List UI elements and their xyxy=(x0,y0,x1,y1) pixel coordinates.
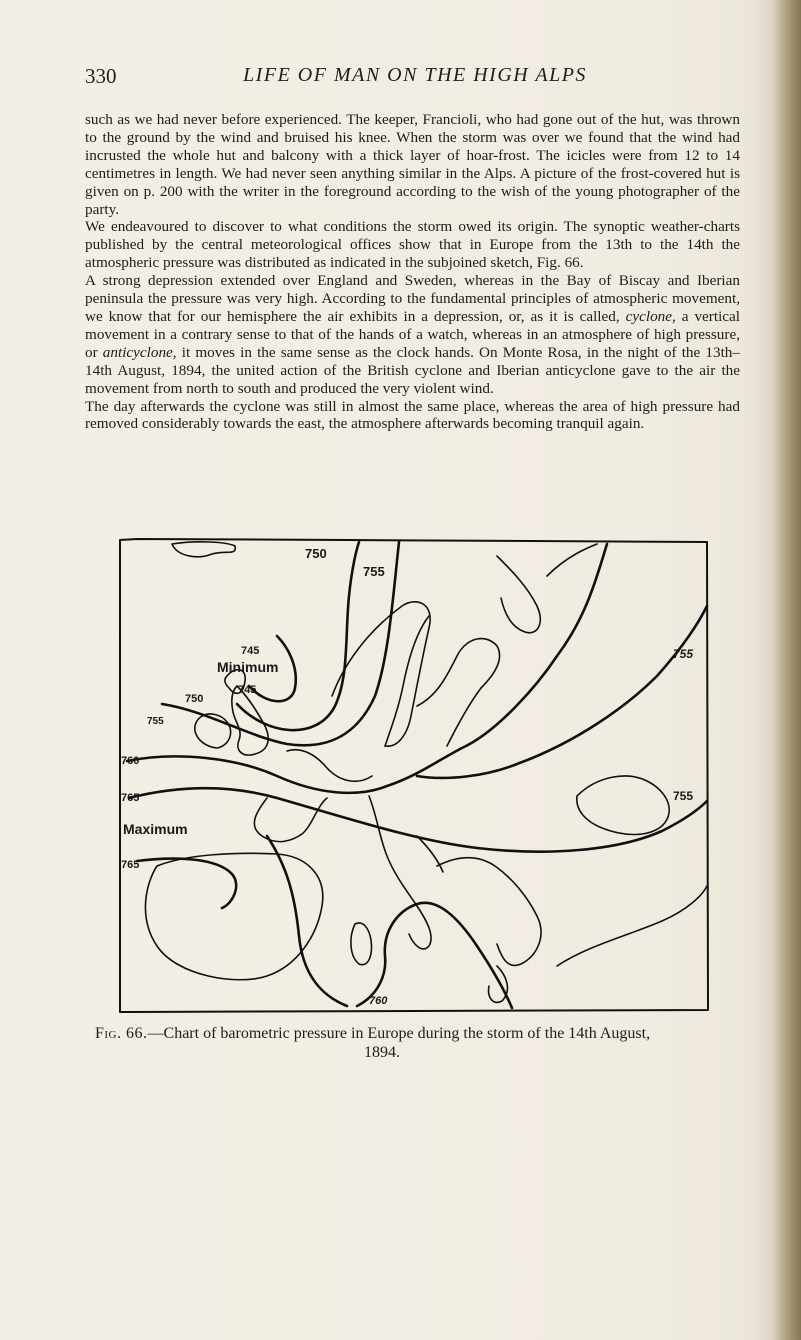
coastline-greece xyxy=(489,966,508,1002)
label-760-bottom: 760 xyxy=(369,995,388,1007)
caption-year: 1894. xyxy=(364,1044,400,1061)
coastline-northsea xyxy=(287,750,372,782)
coastline-sardinia xyxy=(351,923,372,965)
coastline-italy xyxy=(369,796,431,949)
isobar-755-right xyxy=(417,606,707,778)
label-760-left: 760 xyxy=(121,755,140,767)
paragraph-2: We endeavoured to discover to what conditions the storm owed its origin. The synoptic weather-charts published by the central meteorological offices show that in Europe from the 13th to the 14th the atmospheric pressure was distributed as indicated in the subjoined sketch, Fig. 66. xyxy=(85,218,740,272)
figure-number: Fig. 66. xyxy=(95,1025,148,1042)
label-755-top: 755 xyxy=(363,564,385,579)
coastline-france xyxy=(254,798,327,842)
label-755-right-top: 755 xyxy=(673,647,694,661)
label-755-left: 755 xyxy=(147,716,164,727)
barometric-map xyxy=(117,536,712,1016)
label-750-left: 750 xyxy=(185,693,204,705)
coastline-russia-north xyxy=(547,544,597,576)
isobar-750-left xyxy=(237,542,359,730)
coastline-finland xyxy=(497,556,540,633)
page-number: 330 xyxy=(85,64,117,88)
paragraph-3-part-b: , a vertical movement in a contrary sense to that of the hands of a watch, whereas in an atmosphere of high pressure, or xyxy=(85,307,740,361)
paragraph-3-part-c: , it moves in the same sense as the clock hands. On Monte Rosa, in the night of the 13th–14th August, 1894, the united action of the British cyclone and Iberian anticyclone gave to the air the movement from north to south and produced the very violent wind. xyxy=(85,343,740,397)
label-745-b: 745 xyxy=(238,684,257,696)
label-755-right-mid: 755 xyxy=(673,789,694,803)
coastline-sweden xyxy=(385,616,429,746)
paragraph-3-part-a: A strong depression extended over England and Sweden, whereas in the Bay of Biscay and Iberian peninsula the pressure was very high. According to the fundamental principles of atmospheric movement, we know that for our hemisphere the air exhibits in a depression, or, as it is called, xyxy=(85,272,740,325)
page-edge-shadow xyxy=(773,0,801,1340)
coastline-iceland xyxy=(172,542,235,557)
paragraph-4: The day afterwards the cyclone was still in almost the same place, whereas the area of high pressure had removed considerably towards the east, the atmosphere afterwards becoming tranquil again. xyxy=(85,397,740,433)
label-765-low: 765 xyxy=(121,859,140,871)
term-anticyclone: anticyclone xyxy=(102,343,173,361)
label-minimum: Minimum xyxy=(217,659,279,675)
coastline-anatolia xyxy=(557,886,707,966)
coastline-baltic xyxy=(417,639,500,746)
caption-text: —Chart of barometric pressure in Europe during the storm of the 14th August, xyxy=(147,1025,651,1042)
figure-caption xyxy=(95,1024,745,1062)
label-750-top: 750 xyxy=(305,546,327,561)
running-title: LIFE OF MAN ON THE HIGH ALPS xyxy=(243,64,587,86)
body-text xyxy=(85,111,740,433)
term-cyclone: cyclone xyxy=(625,307,672,325)
paragraph-3 xyxy=(85,272,740,397)
label-765-left: 765 xyxy=(121,792,140,804)
label-maximum: Maximum xyxy=(123,821,188,837)
paragraph-1: such as we had never before experienced. The keeper, Francioli, who had gone out of the hut, was thrown to the ground by the wind and bruised his knee. When the storm was over we found that the wind had incrusted the whole hut and balcony with a thick layer of hoar-frost. The icicles were from 12 to 14 centimetres in length. We had never seen anything similar in the Alps. A picture of the frost-covered hut is given on p. 200 with the writer in the foreground according to the wish of the young photographer of the party. xyxy=(85,111,740,218)
coastline-balkans xyxy=(437,858,541,966)
barometric-chart-figure xyxy=(117,536,712,1016)
isobar-765-755 xyxy=(129,788,707,851)
label-745-a: 745 xyxy=(241,645,260,657)
coastline-black-sea xyxy=(577,776,669,835)
page-header xyxy=(85,64,745,92)
isobar-765-maximum xyxy=(137,859,236,908)
